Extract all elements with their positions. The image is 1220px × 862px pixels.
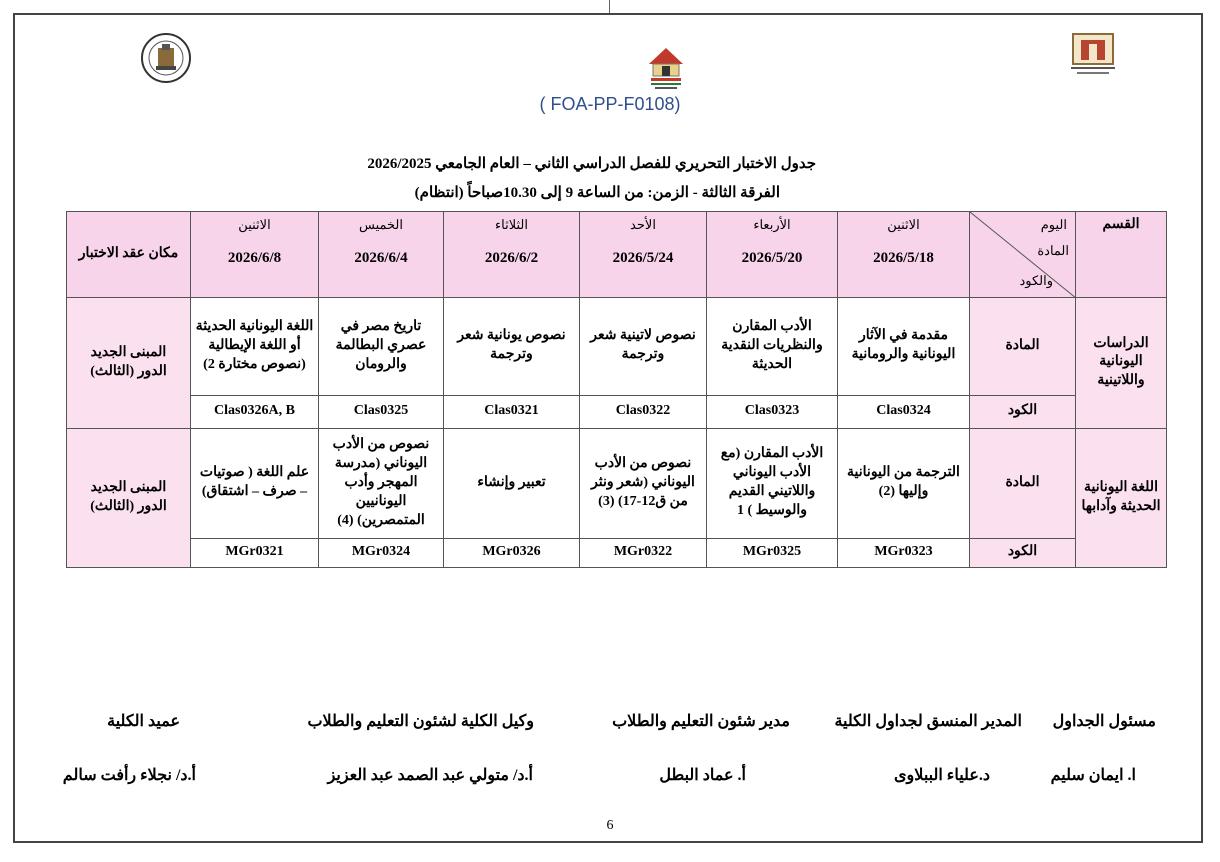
day-date: 2026/6/2 — [484, 249, 539, 266]
course-code-cell: Clas0323 — [707, 395, 838, 428]
day-name: الاثنين — [887, 217, 920, 232]
day-date: 2026/5/20 — [741, 249, 803, 266]
row-label-subject: المادة — [970, 428, 1076, 538]
exam-place-header: مكان عقد الاختبار — [67, 212, 191, 298]
day-header — [838, 212, 970, 298]
signature-name: أ.د/ متولي عبد الصمد عبد العزيز — [327, 767, 533, 784]
section-1-code-row — [67, 395, 1167, 428]
day-header — [191, 212, 319, 298]
day-date: 2026/5/24 — [612, 249, 674, 266]
day-date: 2026/6/4 — [354, 249, 408, 266]
signature-title: المدير المنسق لجداول الكلية — [834, 713, 1022, 730]
day-name: الأربعاء — [753, 217, 791, 232]
subject-cell: الترجمة من اليونانية وإليها (2) — [838, 428, 970, 538]
course-code-cell: MGr0324 — [319, 538, 444, 567]
subject-cell: الأدب المقارن والنظريات النقدية الحديثة — [707, 298, 838, 395]
subject-cell: الأدب المقارن (مع الأدب اليوناني واللاتيني القديم والوسيط ) 1 — [707, 428, 838, 538]
day-name: الأحد — [630, 217, 656, 232]
course-code-cell: Clas0324 — [838, 395, 970, 428]
subject-cell: مقدمة في الآثار اليونانية والرومانية — [838, 298, 970, 395]
faculty-logo — [645, 46, 687, 92]
day-header — [444, 212, 580, 298]
signature-name: أ. عماد البطل — [659, 767, 746, 784]
section-2-subject-row — [67, 428, 1167, 538]
signature-title: عميد الكلية — [107, 713, 180, 730]
course-code-cell: MGr0323 — [838, 538, 970, 567]
course-code-cell: MGr0325 — [707, 538, 838, 567]
place-building: المبنى الجديد — [90, 345, 167, 361]
course-code-cell: MGr0321 — [191, 538, 319, 567]
course-code-cell: Clas0322 — [580, 395, 707, 428]
department-cell: الدراسات اليونانية واللاتينية — [1076, 298, 1167, 428]
signature-title: مسئول الجداول — [1052, 713, 1156, 730]
subject-cell: نصوص يونانية شعر وترجمة — [444, 298, 580, 395]
course-code-cell: Clas0326A, B — [191, 395, 319, 428]
department-cell: اللغة اليونانية الحديثة وآدابها — [1076, 428, 1167, 567]
page-number: 6 — [606, 818, 614, 833]
exam-schedule-table — [66, 211, 1167, 568]
exam-place-cell — [67, 428, 191, 567]
day-subject-code-corner — [970, 212, 1076, 298]
row-label-subject: المادة — [970, 298, 1076, 395]
row-label-code: الكود — [970, 395, 1076, 428]
corner-day-label: اليوم — [1040, 217, 1067, 232]
section-1-subject-row — [67, 298, 1167, 395]
day-date: 2026/6/8 — [227, 249, 282, 266]
course-code-cell: MGr0326 — [444, 538, 580, 567]
corner-subject-label: المادة — [1037, 243, 1069, 258]
university-seal-logo — [140, 32, 192, 84]
place-floor: الدور (الثالث) — [90, 363, 167, 379]
subject-cell: نصوص من الأدب اليوناني (شعر ونثر من ق12-17) (3) — [580, 428, 707, 538]
schedule-subtitle: الفرقة الثالثة - الزمن: من الساعة 9 إلى 10.30صباحاً (انتظام) — [414, 185, 780, 201]
subject-cell: نصوص من الأدب اليوناني (مدرسة المهجر وأدب اليونانيين المتمصرين) (4) — [319, 428, 444, 538]
top-divider-line — [609, 0, 610, 13]
signature-name: أ.د/ نجلاء رأفت سالم — [62, 767, 196, 784]
subject-cell: نصوص لاتينية شعر وترجمة — [580, 298, 707, 395]
cairo-university-logo — [1067, 32, 1119, 77]
exam-place-cell — [67, 298, 191, 428]
place-floor: الدور (الثالث) — [90, 498, 167, 514]
course-code-cell: MGr0322 — [580, 538, 707, 567]
schedule-title: جدول الاختبار التحريري للفصل الدراسي الثاني – العام الجامعي 2026/2025 — [367, 156, 816, 172]
subject-cell: اللغة اليونانية الحديثة أو اللغة الإيطالية (نصوص مختارة 2) — [191, 298, 319, 395]
day-date: 2026/5/18 — [873, 249, 934, 266]
corner-code-label: والكود — [1019, 273, 1053, 288]
day-header — [319, 212, 444, 298]
place-building: المبنى الجديد — [90, 479, 167, 495]
signature-title: وكيل الكلية لشئون التعليم والطلاب — [307, 713, 534, 730]
subject-cell: علم اللغة ( صوتيات – صرف – اشتقاق) — [191, 428, 319, 538]
row-label-code: الكود — [970, 538, 1076, 567]
section-2-code-row — [67, 538, 1167, 567]
header-row — [67, 212, 1167, 298]
subject-cell: تاريخ مصر في عصري البطالمة والرومان — [319, 298, 444, 395]
signature-name: ا. ايمان سليم — [1050, 767, 1136, 784]
day-name: الاثنين — [238, 217, 271, 232]
day-name: الثلاثاء — [495, 217, 528, 232]
course-code-cell: Clas0325 — [319, 395, 444, 428]
subject-cell: تعبير وإنشاء — [444, 428, 580, 538]
day-name: الخميس — [359, 217, 403, 232]
course-code-cell: Clas0321 — [444, 395, 580, 428]
signature-name: د.علياء الببلاوى — [894, 767, 990, 784]
signature-title: مدير شئون التعليم والطلاب — [612, 713, 790, 730]
form-code: ( FOA-PP-F0108) — [539, 94, 681, 114]
day-header — [707, 212, 838, 298]
department-header: القسم — [1076, 212, 1167, 298]
day-header — [580, 212, 707, 298]
